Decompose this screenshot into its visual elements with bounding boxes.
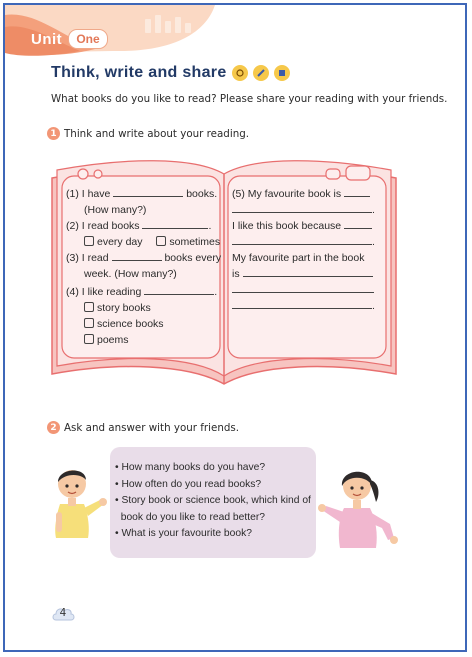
section-2-heading [47, 421, 239, 434]
q4-option-poems [84, 332, 129, 348]
pencil-icon [253, 65, 269, 81]
q3-suffix: books every [164, 252, 222, 264]
q1-suffix: books. [186, 188, 218, 200]
q4-option-1: story books [97, 302, 151, 314]
page-number-badge [51, 604, 75, 624]
q5-answer-line-2[interactable] [232, 202, 372, 213]
question-3 [66, 250, 221, 266]
q3-text: (3) I read [66, 252, 109, 264]
q2-checkbox-every-day[interactable] [84, 236, 94, 246]
girl-illustration [318, 462, 402, 550]
q4-checkbox-science[interactable] [84, 318, 94, 328]
q1-answer-line[interactable] [113, 186, 183, 197]
q4-checkbox-story[interactable] [84, 302, 94, 312]
q5-line-2: . [232, 202, 375, 218]
q2-option-2: sometimes [169, 236, 221, 248]
q2-checkbox-sometimes[interactable] [156, 236, 166, 246]
q4-option-science [84, 316, 164, 332]
section-2-text: Ask and answer with your friends. [64, 421, 240, 434]
q4-option-2: science books [97, 318, 164, 330]
q2-answer-line[interactable] [142, 218, 208, 229]
q5-part-line-3[interactable] [232, 298, 372, 309]
q5-because-line-2[interactable] [232, 234, 372, 245]
bubble-line: • What is your favourite book? [115, 528, 252, 539]
question-4: (4) I like reading . [66, 286, 218, 298]
q5-answer-line-1[interactable] [344, 186, 370, 197]
q4-text: (4) I like reading [66, 286, 142, 298]
bubble-line: • How many books do you have? [115, 462, 266, 473]
q5-part: My favourite part in the book [232, 252, 365, 264]
q5-because-text: I like this book because [232, 220, 342, 232]
q5-part-2 [232, 266, 373, 282]
q5-because-2: . [232, 234, 375, 250]
question-1 [66, 186, 217, 202]
section-1-number: 1 [47, 127, 60, 140]
title-icons [232, 65, 290, 81]
q5-part-3 [232, 282, 374, 298]
boy-illustration [46, 460, 108, 540]
page-number: 4 [59, 607, 67, 619]
bubble-line: book do you like to read better? [115, 511, 265, 523]
section-2-number: 2 [47, 421, 60, 434]
section-1-text: Think and write about your reading. [64, 127, 250, 140]
q5-text: (5) My favourite book is [232, 188, 342, 200]
unit-badge: One [68, 29, 108, 49]
question-2: (2) I read books . [66, 220, 212, 232]
intro-text: What books do you like to read? Please share your reading with your friends. [51, 93, 448, 105]
q5-part-line-1[interactable] [243, 266, 373, 277]
q2-option-1: every day [97, 236, 143, 248]
thinking-icon [232, 65, 248, 81]
question-5 [232, 186, 370, 202]
q3-hint: week. (How many?) [84, 268, 177, 280]
q1-text: (1) I have [66, 188, 111, 200]
bubble-questions [115, 460, 311, 543]
q5-because [232, 218, 372, 234]
q5-part-4: . [232, 298, 375, 314]
q4-checkbox-poems[interactable] [84, 334, 94, 344]
q2-options [84, 234, 220, 250]
q4-answer-line[interactable] [144, 284, 214, 295]
share-icon [274, 65, 290, 81]
q2-text: (2) I read books [66, 220, 140, 232]
section-1-heading [47, 127, 249, 140]
q3-answer-line[interactable] [112, 250, 162, 261]
bubble-line: • How often do you read books? [115, 478, 262, 490]
q5-because-line-1[interactable] [344, 218, 372, 229]
q4-option-story [84, 300, 151, 316]
q5-is: is [232, 268, 240, 280]
q1-hint: (How many?) [84, 204, 147, 216]
q5-part-line-2[interactable] [232, 282, 374, 293]
q4-option-3: poems [97, 334, 129, 346]
page-title: Think, write and share [51, 64, 227, 81]
bubble-line: • Story book or science book, which kind of [115, 495, 311, 506]
unit-label: Unit [31, 31, 63, 48]
